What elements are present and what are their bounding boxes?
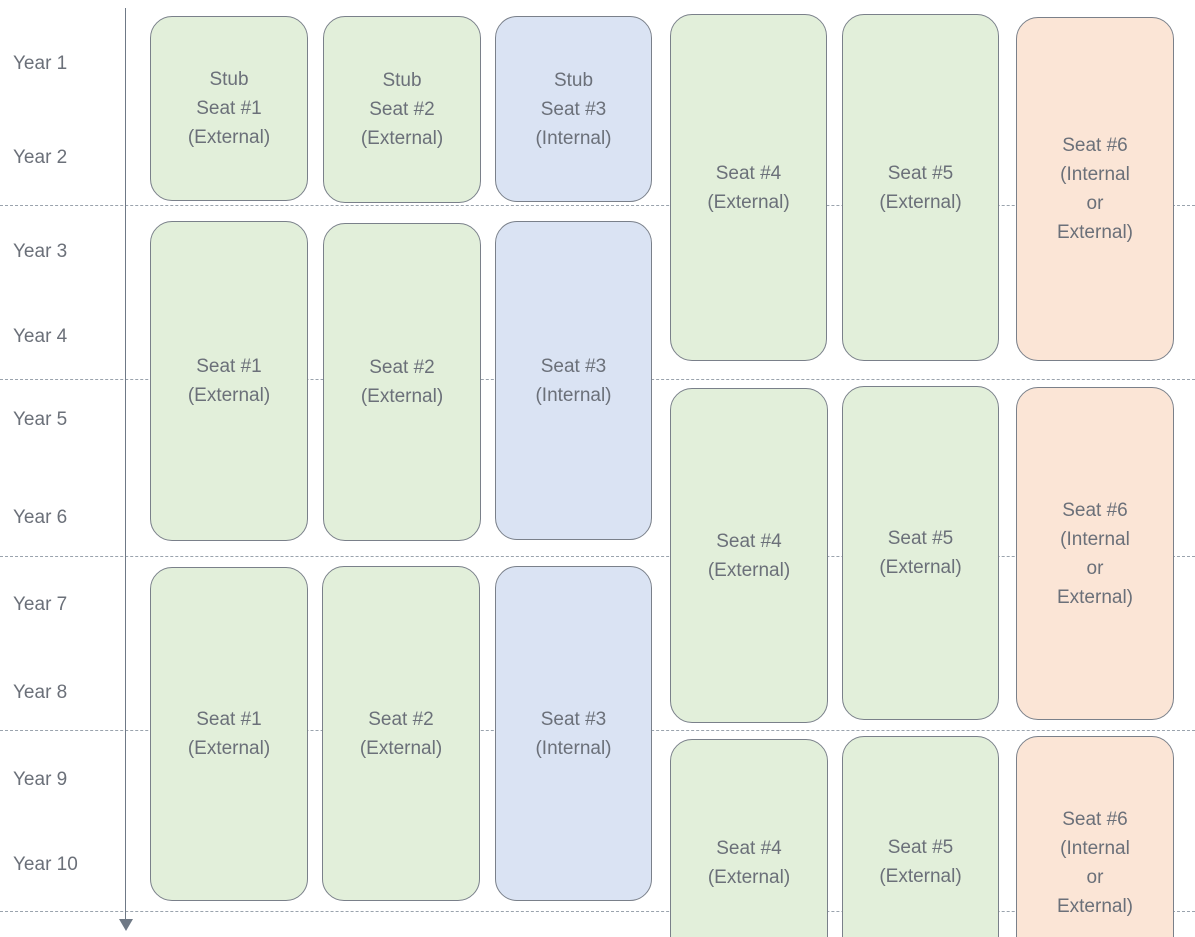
seat-label-line: Seat #2 [368, 708, 434, 730]
seat-4-term-a-box [670, 14, 827, 361]
year-label: Year 7 [13, 594, 68, 615]
stub-seat-3-box [495, 16, 652, 202]
seat-label-line: External) [1056, 586, 1134, 608]
seat-label-line: Seat #4 [716, 530, 782, 552]
year-label: Year 1 [13, 53, 68, 74]
seat-5-term-a-box [842, 14, 999, 361]
seat-2-term-a-box [323, 223, 481, 541]
seat-1-term-a-box [150, 221, 308, 541]
seat-label-line: Seat #1 [196, 98, 262, 119]
seat-6-term-b-box [1016, 387, 1174, 720]
timeline-axis [125, 8, 126, 920]
stub-seat-2-box [323, 16, 481, 203]
seat-label-line: External) [1056, 896, 1134, 917]
seat-label-line: or [1086, 193, 1104, 214]
seat-label-line: Seat #6 [1062, 499, 1128, 521]
seat-1-term-b-box [150, 567, 308, 901]
seat-label-line: Seat #5 [887, 837, 954, 858]
seat-label-line: Seat #4 [716, 838, 782, 859]
seat-label-line: (External) [360, 386, 444, 407]
seat-label-line: Seat #3 [540, 355, 607, 377]
seat-label-line: (Internal [1060, 164, 1130, 185]
stub-seat-1-box [150, 16, 308, 201]
seat-6-term-a-box [1016, 17, 1174, 361]
seat-label-line: Stub [382, 70, 422, 91]
seat-label-line: Seat #5 [887, 162, 954, 184]
seat-6-term-c-box [1016, 736, 1174, 937]
seat-label-line: Seat #6 [1062, 809, 1128, 830]
seat-label-line: (External) [187, 127, 271, 148]
timeline-arrow-icon [119, 919, 133, 931]
seat-label-line: Seat #5 [887, 528, 954, 549]
seat-label-line: or [1086, 867, 1104, 888]
year-label: Year 4 [13, 326, 68, 347]
seat-label-line: (External) [187, 738, 271, 759]
seat-label-line: External) [1056, 222, 1134, 243]
seat-label-line: (External) [879, 191, 962, 213]
seat-4-term-b-box [670, 388, 828, 723]
seat-label-line: (External) [707, 867, 791, 888]
seat-label-line: (External) [187, 385, 271, 406]
seat-label-line: (Internal) [535, 384, 612, 406]
seat-2-term-b-box [322, 566, 480, 901]
seat-label-line: (Internal [1060, 528, 1130, 550]
seat-label-line: Stub [553, 69, 594, 91]
seat-label-line: (Internal [1060, 838, 1130, 859]
seat-3-term-a-box [495, 221, 652, 540]
seat-label-line: Seat #1 [196, 356, 262, 377]
seat-label-line: Stub [209, 69, 249, 90]
year-label: Year 6 [13, 507, 68, 528]
seat-label-line: (Internal) [535, 737, 612, 759]
seat-label-line: Seat #4 [715, 162, 782, 184]
year-label: Year 2 [13, 147, 68, 168]
seat-label-line: Seat #1 [196, 709, 262, 730]
year-label: Year 10 [13, 854, 78, 875]
seat-label-line: (Internal) [535, 127, 612, 149]
seat-label-line: Seat #3 [540, 98, 607, 120]
seat-label-line: (External) [359, 737, 443, 759]
seat-label-line: (External) [360, 128, 444, 149]
seat-5-term-b-box [842, 386, 999, 720]
seat-3-term-b-box [495, 566, 652, 901]
seat-label-line: Seat #3 [540, 708, 607, 730]
seat-label-line: (External) [707, 559, 791, 581]
seat-label-line: (External) [707, 191, 790, 213]
seat-label-line: (External) [879, 866, 962, 887]
seat-5-term-c-box [842, 736, 999, 937]
seat-label-line: (External) [879, 557, 962, 578]
seat-4-term-c-box [670, 739, 828, 937]
year-label: Year 9 [13, 769, 68, 790]
seat-label-line: Seat #2 [369, 357, 435, 378]
seat-label-line: or [1086, 557, 1104, 579]
seat-label-line: Seat #2 [369, 99, 435, 120]
year-label: Year 5 [13, 409, 68, 430]
year-label: Year 8 [13, 682, 68, 703]
seat-label-line: Seat #6 [1062, 135, 1128, 156]
year-label: Year 3 [13, 241, 68, 262]
